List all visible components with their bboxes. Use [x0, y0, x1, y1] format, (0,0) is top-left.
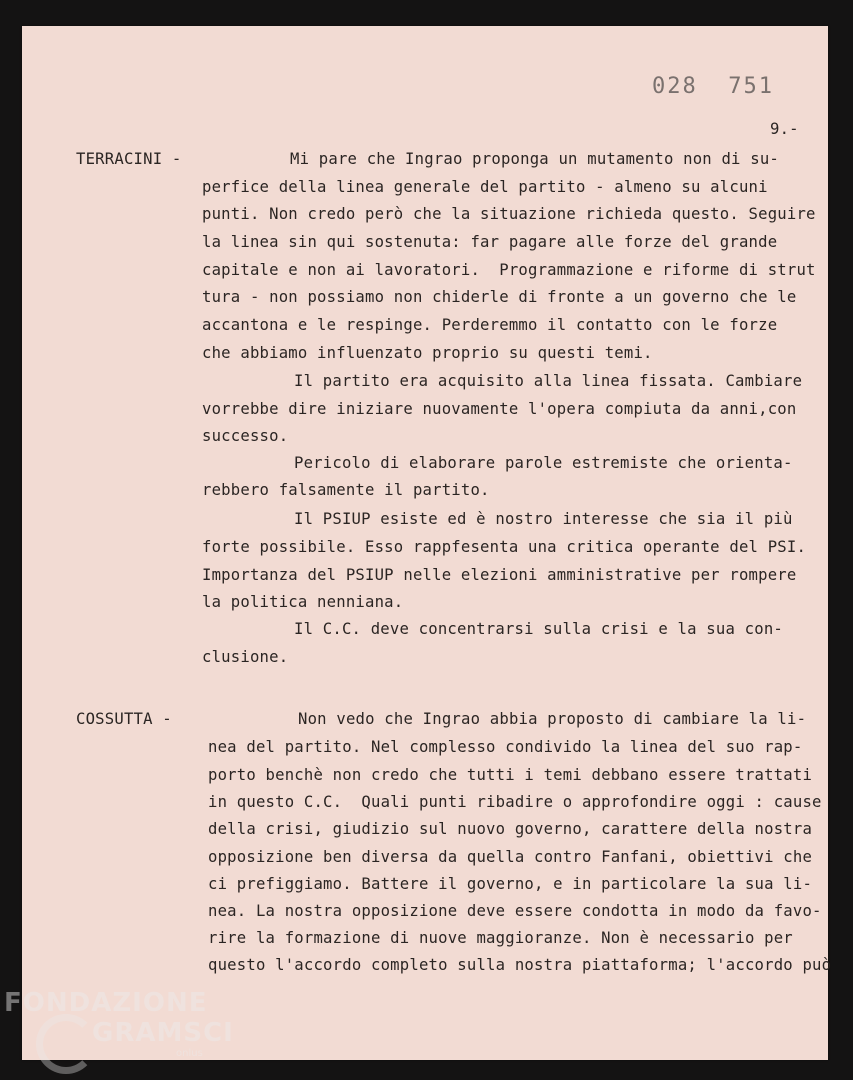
text-line: Pericolo di elaborare parole estremiste che orienta- — [294, 454, 793, 472]
text-line: nea. La nostra opposizione deve essere condotta in modo da favo- — [208, 902, 822, 920]
text-line: Il C.C. deve concentrarsi sulla crisi e la sua con- — [294, 620, 783, 638]
text-line: forte possibile. Esso rappfesenta una critica operante del PSI. — [202, 538, 807, 556]
text-line: Il PSIUP esiste ed è nostro interesse che sia il più — [294, 510, 793, 528]
text-line: opposizione ben diversa da quella contro Fanfani, obiettivi che — [208, 848, 813, 866]
text-line: porto benchè non credo che tutti i temi debbano essere trattati — [208, 766, 813, 784]
text-line: Non vedo che Ingrao abbia proposto di cambiare la li- — [298, 710, 807, 728]
text-line: Importanza del PSIUP nelle elezioni amministrative per rompere — [202, 566, 797, 584]
text-line: successo. — [202, 427, 289, 445]
text-line: capitale e non ai lavoratori. Programmazione e riforme di strut — [202, 261, 816, 279]
text-line: punti. Non credo però che la situazione richieda questo. Seguire — [202, 205, 816, 223]
text-line: che abbiamo influenzato proprio su questi temi. — [202, 344, 653, 362]
text-line: della crisi, giudizio sul nuovo governo, carattere della nostra — [208, 820, 813, 838]
text-line: questo l'accordo completo sulla nostra piattaforma; l'accordo può — [208, 956, 832, 974]
text-line: accantona e le respinge. Perderemmo il contatto con le forze — [202, 316, 778, 334]
text-line: nea del partito. Nel complesso condivido la linea del suo rap- — [208, 738, 803, 756]
fondazione-gramsci-watermark — [0, 980, 240, 1080]
text-line: ci prefiggiamo. Battere il governo, e in particolare la sua li- — [208, 875, 813, 893]
text-line: rire la formazione di nuove maggioranze. Non è necessario per — [208, 929, 793, 947]
text-line: la linea sin qui sostenuta: far pagare alle forze del grande — [202, 233, 778, 251]
watermark-line1: FONDAZIONE — [4, 988, 208, 1018]
watermark-line2: GRAMSCI — [92, 1018, 234, 1048]
document-page — [22, 26, 832, 1060]
speaker-cossutta: COSSUTTA - — [76, 710, 172, 728]
text-line: rebbero falsamente il partito. — [202, 481, 490, 499]
gramsci-logo-icon — [36, 1014, 96, 1074]
text-line: la politica nenniana. — [202, 593, 404, 611]
text-line: perfice della linea generale del partito - almeno su alcuni — [202, 178, 768, 196]
speaker-terracini: TERRACINI - — [76, 150, 182, 168]
text-line: Mi pare che Ingrao proponga un mutamento non di su- — [290, 150, 779, 168]
page-number: 9.- — [770, 120, 799, 138]
text-line: in questo C.C. Quali punti ribadire o approfondire oggi : cause — [208, 793, 822, 811]
watermark-sub: onlus — [176, 1048, 203, 1059]
text-line: Il partito era acquisito alla linea fissata. Cambiare — [294, 372, 803, 390]
archive-number: 028 751 — [652, 74, 774, 99]
text-line: clusione. — [202, 648, 289, 666]
text-line: tura - non possiamo non chiderle di fronte a un governo che le — [202, 288, 797, 306]
text-line: vorrebbe dire iniziare nuovamente l'opera compiuta da anni,con — [202, 400, 797, 418]
